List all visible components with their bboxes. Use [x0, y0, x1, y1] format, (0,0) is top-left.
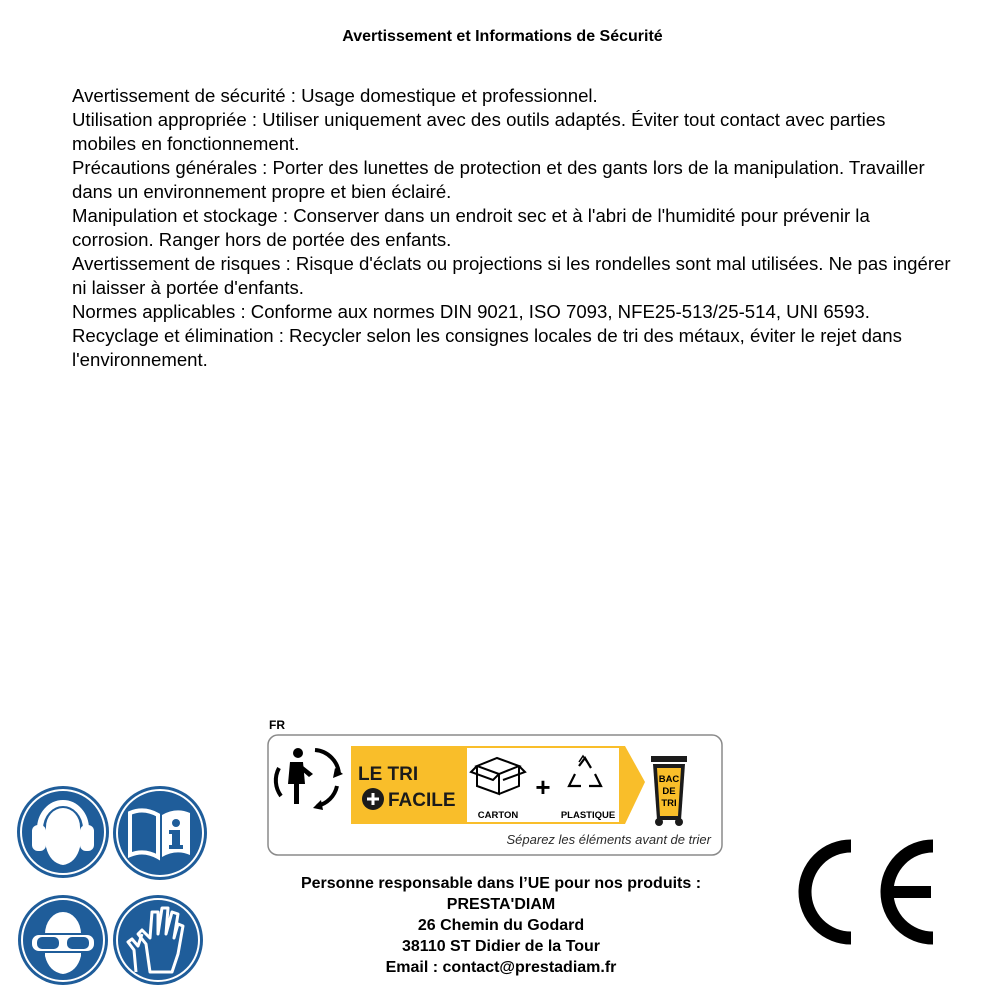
ce-mark-icon — [795, 838, 941, 948]
country-label: FR — [269, 718, 285, 732]
contact-line: Personne responsable dans l’UE pour nos produits : — [300, 875, 702, 892]
item-carton: CARTON — [477, 810, 519, 821]
contact-email: Email : contact@prestadiam.fr — [385, 959, 617, 976]
ear-protection-icon — [16, 785, 110, 879]
safety-paragraph: Avertissement de sécurité : Usage domestique et professionnel. — [72, 85, 598, 106]
safety-paragraph: Manipulation et stockage : Conserver dans un endroit sec et à l'abri de l'humidité pour prévenir la corrosion. Ranger hors de portée des enfants. — [72, 205, 870, 250]
contact-block — [200, 873, 802, 978]
read-manual-icon — [112, 785, 208, 881]
safety-paragraph: Avertissement de risques : Risque d'éclats ou projections si les rondelles sont mal utilisées. Ne pas ingérer ni laisser à portée d'enfants. — [72, 253, 951, 298]
safety-paragraph: Recyclage et élimination : Recycler selon les consignes locales de tri des métaux, éviter le rejet dans l'environnement. — [72, 325, 902, 370]
triman-footer: Séparez les éléments avant de trier — [506, 832, 711, 847]
page-title: Avertissement et Informations de Sécurité — [342, 28, 663, 45]
bin-text-3: TRI — [661, 798, 677, 809]
safety-paragraph: Précautions générales : Porter des lunettes de protection et des gants lors de la manipulation. Travailler dans un environnement propre et bien éclairé. — [72, 157, 925, 202]
eye-protection-icon — [17, 894, 109, 986]
plus-sign: + — [535, 772, 551, 802]
safety-text — [72, 84, 952, 372]
bin-text-2: DE — [662, 786, 676, 797]
triman-label — [267, 734, 723, 856]
safety-paragraph: Normes applicables : Conforme aux normes DIN 9021, ISO 7093, NFE25-513/25-514, UNI 6593. — [72, 301, 870, 322]
bin-text-1: BAC — [658, 774, 680, 785]
contact-city: 38110 ST Didier de la Tour — [402, 938, 600, 955]
tri-line1: LE TRI — [358, 764, 419, 785]
safety-paragraph: Utilisation appropriée : Utiliser uniquement avec des outils adaptés. Éviter tout contact avec parties mobiles en fonctionnement. — [72, 109, 886, 154]
tri-line2: FACILE — [388, 790, 456, 811]
item-plastique: PLASTIQUE — [560, 810, 616, 821]
contact-address: 26 Chemin du Godard — [417, 917, 585, 934]
contact-company: PRESTA'DIAM — [446, 896, 556, 913]
gloves-icon — [112, 894, 204, 986]
